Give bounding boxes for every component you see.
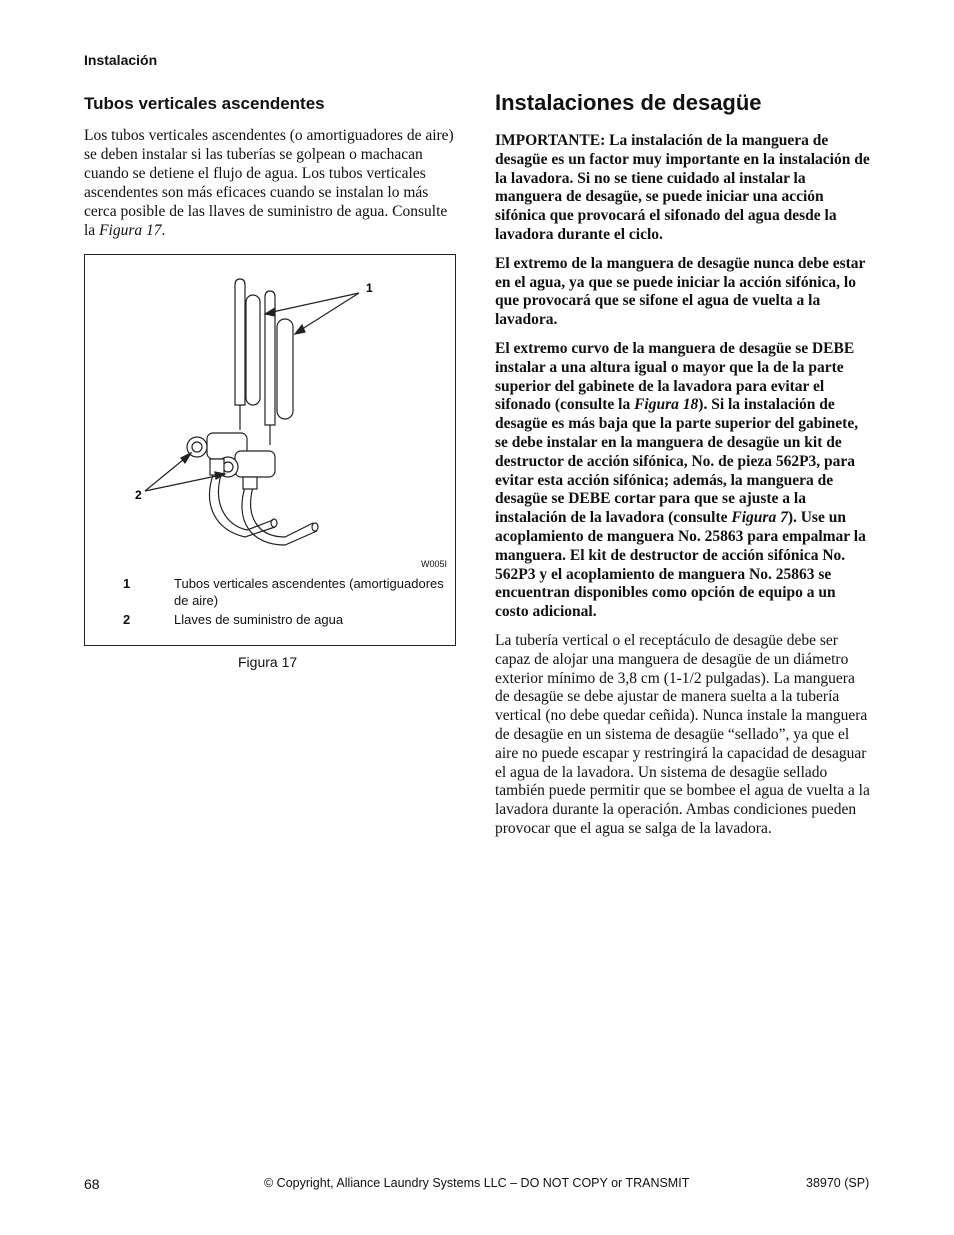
copyright-notice: © Copyright, Alliance Laundry Systems LLC – DO NOT COPY or TRANSMIT (264, 1176, 690, 1190)
figure-code: W005I (420, 559, 447, 569)
section-heading-tubos: Tubos verticales ascendentes (84, 94, 325, 113)
paragraph-text: ). Use un acoplamiento de manguera No. 25863 para empalmar la manguera. El kit de destructor de acción sifónica No. 562P3 y el acoplamiento de manguera No. 25863 se encuentran disponibles como opción de equipo a un costo adicional. (495, 509, 866, 621)
legend-text: Llaves de suministro de agua (174, 612, 344, 627)
callout-number-1: 1 (366, 281, 373, 295)
figure-reference[interactable]: Figura 17 (99, 222, 162, 239)
legend-number: 2 (123, 612, 131, 627)
document-id: 38970 (SP) (806, 1176, 870, 1190)
paragraph-text: ). Si la instalación de desagüe es más baja que la parte superior del gabinete, se debe instalar en la manguera de desagüe un kit de destructor de acción sifónica, No. de pieza 562P3, para evitar esta acción sifónica; además, la manguera de desagüe se DEBE cortar para que se ajuste a la instalación de la lavadora (consulte (495, 396, 859, 527)
figure-caption: Figura 17 (238, 654, 298, 670)
paragraph-tuberia: La tubería vertical o el receptáculo de desagüe debe ser capaz de alojar una manguera de desagüe de un diámetro exterior mínimo de 3,8 cm (1-1/2 pulgadas). La manguera de desagüe se debe ajustar de manera suelta a la tubería vertical (no debe quedar ceñida). Nunca instale la manguera de desagüe en un sistema de desagüe “sellado”, ya que el aire no puede escapar y restringirá la capacidad de desaguar el agua de la lavadora. Un sistema de desagüe sellado también puede permitir que se bombee el agua de vuelta a la lavadora durante la operación. Ambas condiciones pueden provocar que el agua se salga de la lavadora. (495, 631, 870, 837)
supply-valves (187, 433, 275, 489)
legend-row (85, 575, 455, 611)
water-hammer-arrestor-illustration (85, 255, 457, 575)
paragraph-importante: IMPORTANTE: La instalación de la manguera de desagüe es un factor muy importante en la instalación de la lavadora. Si no se tiene cuidado al instalar la manguera de desagüe, se puede iniciar una acción sifónica que provocará el sifonado del agua desde la lavadora durante el ciclo. (495, 132, 870, 243)
legend-number: 1 (123, 576, 131, 591)
paragraph-text: El extremo curvo de la manguera de desagüe se DEBE instalar a una altura igual o mayor que la de la parte superior del gabinete de la lavadora para evitar el sifonado (consulte la (495, 339, 855, 414)
paragraph-extremo-curvo (495, 340, 870, 622)
page-number: 68 (84, 1176, 100, 1192)
desague-column (495, 132, 870, 849)
paragraph-text: . (161, 222, 166, 239)
section-heading-desague: Instalaciones de desagüe (495, 90, 762, 115)
figure-17-box (84, 254, 456, 646)
callout-number-2: 2 (135, 488, 142, 502)
section-label: Instalación (84, 52, 158, 68)
figure-reference[interactable]: Figura 18 (634, 396, 699, 414)
legend-row (85, 611, 455, 629)
paragraph-extremo: El extremo de la manguera de desagüe nunca debe estar en el agua, ya que se puede iniciar la acción sifónica, lo que provocará que se sifone el agua de vuelta a la lavadora. (495, 254, 866, 329)
paragraph-text: Los tubos verticales ascendentes (o amortiguadores de aire) se deben instalar si las tuberías se golpean o machacan cuando se detiene el flujo de agua. Los tubos verticales ascendentes son más eficaces cuando se instalan lo más cerca posible de las llaves de suministro de agua. Consulte la (84, 127, 454, 239)
paragraph-tubos (84, 126, 459, 240)
arrestor-tubes (235, 279, 293, 445)
supply-hoses (210, 475, 318, 545)
legend-text: Tubos verticales ascendentes (amortiguadores de aire) (174, 576, 444, 608)
figure-reference[interactable]: Figura 7 (731, 509, 788, 527)
figure-legend (85, 575, 455, 629)
